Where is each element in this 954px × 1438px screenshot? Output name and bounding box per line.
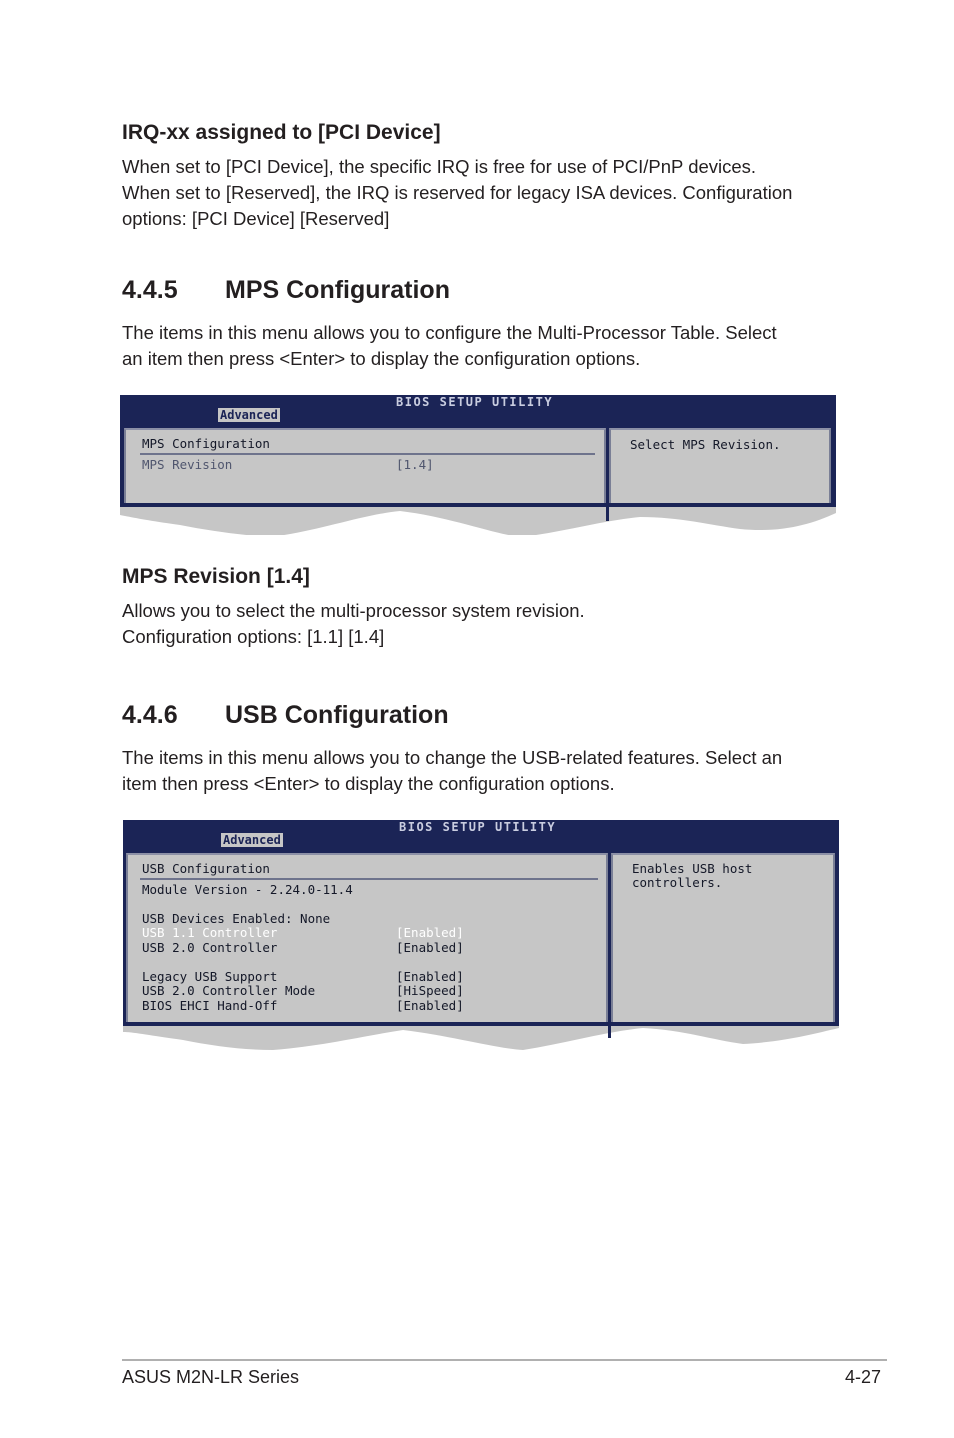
- irq-line-2: When set to [Reserved], the IRQ is reserved for legacy ISA devices. Configuration: [122, 182, 793, 203]
- usb-help-line-2: controllers.: [632, 875, 723, 890]
- usb11-controller-value[interactable]: [Enabled]: [396, 925, 464, 940]
- usb-section-line-1: The items in this menu allows you to change the USB-related features. Select an: [122, 747, 783, 768]
- irq-heading: IRQ-xx assigned to [PCI Device]: [122, 121, 441, 144]
- usb20-controller-mode-label[interactable]: USB 2.0 Controller Mode: [142, 983, 316, 998]
- torn-edge: [120, 503, 836, 535]
- bios-mps-screenshot: [120, 395, 836, 535]
- usb-section-description: [122, 745, 842, 797]
- bios-ehci-handoff-value[interactable]: [Enabled]: [396, 998, 464, 1013]
- mps-section-line-1: The items in this menu allows you to configure the Multi-Processor Table. Select: [122, 322, 777, 343]
- mps-revision-heading: MPS Revision [1.4]: [122, 565, 310, 588]
- bios-utility-title: BIOS SETUP UTILITY: [396, 395, 554, 409]
- usb-section-heading: [122, 701, 449, 730]
- advanced-tab[interactable]: Advanced: [223, 833, 281, 847]
- usb-section-number: 4.4.6: [122, 701, 178, 729]
- mps-revision-label[interactable]: MPS Revision: [142, 457, 233, 472]
- irq-line-1: When set to [PCI Device], the specific IRQ is free for use of PCI/PnP devices.: [122, 156, 757, 177]
- mps-section-title: MPS Configuration: [225, 276, 450, 304]
- irq-description: [122, 154, 842, 232]
- torn-edge: [123, 1022, 839, 1054]
- bios-ehci-handoff-label[interactable]: BIOS EHCI Hand-Off: [142, 998, 278, 1013]
- mps-section-heading: [122, 276, 450, 305]
- page-number: 4-27: [845, 1367, 882, 1387]
- mps-section-description: [122, 320, 842, 372]
- irq-line-3: options: [PCI Device] [Reserved]: [122, 208, 390, 229]
- usb-menu-title: USB Configuration: [142, 861, 270, 876]
- bios-menu-title: MPS Configuration: [142, 436, 270, 451]
- usb20-controller-mode-value[interactable]: [HiSpeed]: [396, 983, 464, 998]
- bios-divider: [140, 878, 598, 880]
- legacy-usb-support-label[interactable]: Legacy USB Support: [142, 969, 278, 984]
- bios-help-text: Select MPS Revision.: [630, 437, 781, 452]
- mps-revision-value[interactable]: [1.4]: [396, 457, 434, 472]
- usb-help-line-1: Enables USB host: [632, 861, 753, 876]
- usb11-controller-label[interactable]: USB 1.1 Controller: [142, 925, 278, 940]
- mps-revision-line-2: Configuration options: [1.1] [1.4]: [122, 626, 385, 647]
- mps-section-number: 4.4.5: [122, 276, 178, 304]
- advanced-tab[interactable]: Advanced: [220, 408, 278, 422]
- mps-revision-line-1: Allows you to select the multi-processor system revision.: [122, 600, 585, 621]
- usb-devices-enabled: USB Devices Enabled: None: [142, 911, 331, 926]
- mps-section-line-2: an item then press <Enter> to display the configuration options.: [122, 348, 641, 369]
- mps-revision-description: [122, 598, 842, 650]
- usb20-controller-label[interactable]: USB 2.0 Controller: [142, 940, 278, 955]
- bios-divider: [140, 453, 595, 455]
- bios-usb-screenshot: [123, 820, 839, 1052]
- legacy-usb-support-value[interactable]: [Enabled]: [396, 969, 464, 984]
- module-version: Module Version - 2.24.0-11.4: [142, 882, 353, 897]
- bios-utility-title: BIOS SETUP UTILITY: [399, 820, 557, 834]
- usb-section-title: USB Configuration: [225, 701, 449, 729]
- usb-section-line-2: item then press <Enter> to display the configuration options.: [122, 773, 615, 794]
- footer-rule: [122, 1359, 887, 1361]
- usb20-controller-value[interactable]: [Enabled]: [396, 940, 464, 955]
- footer-product: ASUS M2N-LR Series: [122, 1367, 300, 1387]
